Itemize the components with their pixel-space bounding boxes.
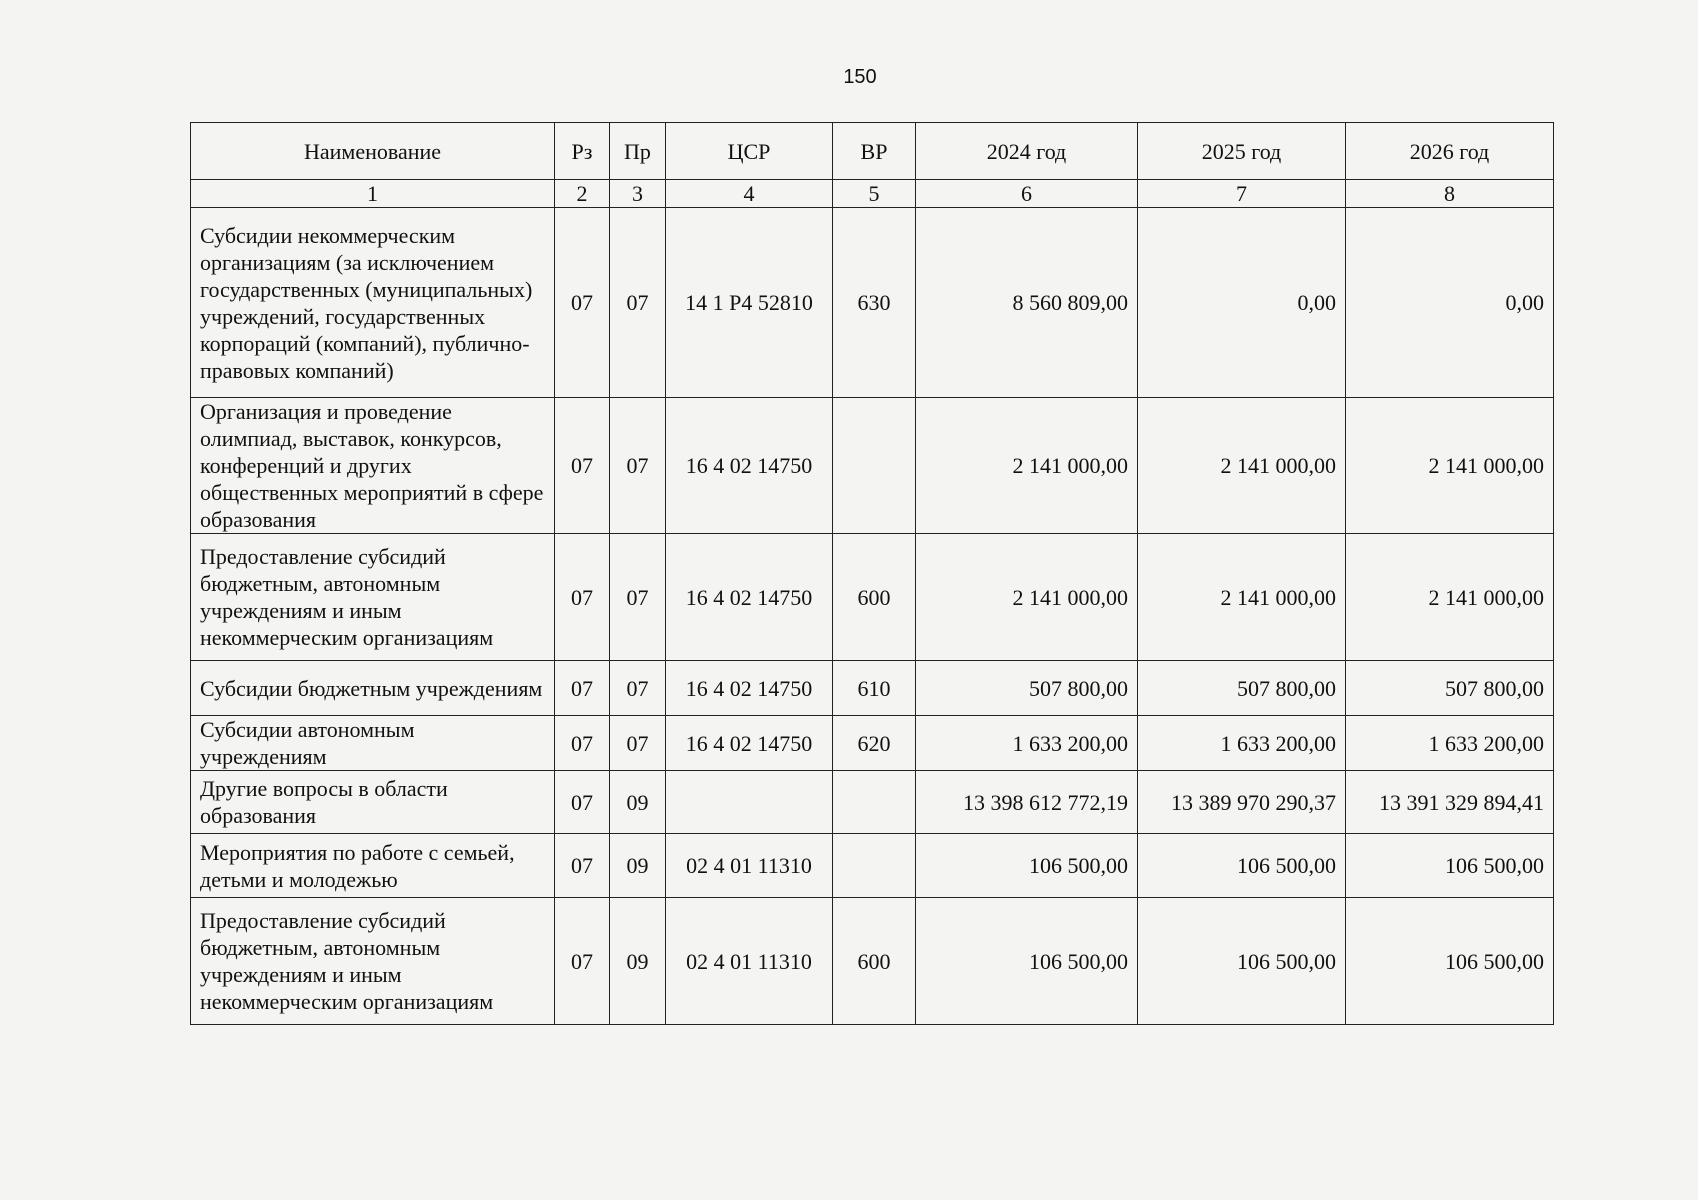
header-row xyxy=(191,123,1554,180)
column-number: 7 xyxy=(1138,180,1346,208)
row-vr: 610 xyxy=(833,661,916,716)
row-vr xyxy=(833,398,916,534)
row-2025: 106 500,00 xyxy=(1138,834,1346,898)
table-row xyxy=(191,661,1554,716)
row-name: Субсидии бюджетным учреждениям xyxy=(191,661,555,716)
row-rz: 07 xyxy=(555,898,610,1025)
row-2025: 2 141 000,00 xyxy=(1138,398,1346,534)
row-name: Организация и проведение олимпиад, выставок, конкурсов, конференций и других общественных мероприятий в сфере образования xyxy=(191,398,555,534)
row-pr: 07 xyxy=(610,208,666,398)
row-csr: 16 4 02 14750 xyxy=(666,661,833,716)
row-pr: 07 xyxy=(610,398,666,534)
row-2025: 106 500,00 xyxy=(1138,898,1346,1025)
row-name: Другие вопросы в области образования xyxy=(191,771,555,834)
row-rz: 07 xyxy=(555,716,610,771)
row-2024: 1 633 200,00 xyxy=(916,716,1138,771)
header-name: Наименование xyxy=(191,123,555,180)
row-rz: 07 xyxy=(555,534,610,661)
row-rz: 07 xyxy=(555,771,610,834)
row-2024: 106 500,00 xyxy=(916,898,1138,1025)
row-rz: 07 xyxy=(555,208,610,398)
page-number: 150 xyxy=(843,66,877,88)
row-vr: 600 xyxy=(833,534,916,661)
column-number: 1 xyxy=(191,180,555,208)
table-row xyxy=(191,834,1554,898)
header-2026: 2026 год xyxy=(1346,123,1554,180)
table-row xyxy=(191,716,1554,771)
row-rz: 07 xyxy=(555,661,610,716)
row-2026: 106 500,00 xyxy=(1346,834,1554,898)
row-pr: 09 xyxy=(610,771,666,834)
row-name: Субсидии некоммерческим организациям (за исключением государственных (муниципальных) учреждений, государственных корпораций (компаний), публично-правовых компаний) xyxy=(191,208,555,398)
row-rz: 07 xyxy=(555,398,610,534)
header-2025: 2025 год xyxy=(1138,123,1346,180)
row-2025: 507 800,00 xyxy=(1138,661,1346,716)
row-vr: 620 xyxy=(833,716,916,771)
row-vr xyxy=(833,834,916,898)
row-2025: 1 633 200,00 xyxy=(1138,716,1346,771)
row-pr: 09 xyxy=(610,834,666,898)
header-rz: Рз xyxy=(555,123,610,180)
header-2024: 2024 год xyxy=(916,123,1138,180)
header-vr: ВР xyxy=(833,123,916,180)
row-csr: 02 4 01 11310 xyxy=(666,834,833,898)
column-number: 2 xyxy=(555,180,610,208)
row-csr: 16 4 02 14750 xyxy=(666,716,833,771)
row-pr: 07 xyxy=(610,661,666,716)
row-csr xyxy=(666,771,833,834)
row-name: Предоставление субсидий бюджетным, автономным учреждениям и иным некоммерческим организациям xyxy=(191,534,555,661)
column-number: 5 xyxy=(833,180,916,208)
row-vr: 630 xyxy=(833,208,916,398)
table-row xyxy=(191,398,1554,534)
row-2024: 13 398 612 772,19 xyxy=(916,771,1138,834)
column-number: 8 xyxy=(1346,180,1554,208)
row-2026: 2 141 000,00 xyxy=(1346,534,1554,661)
row-2026: 13 391 329 894,41 xyxy=(1346,771,1554,834)
column-number: 6 xyxy=(916,180,1138,208)
row-csr: 16 4 02 14750 xyxy=(666,398,833,534)
table-row xyxy=(191,534,1554,661)
row-2025: 13 389 970 290,37 xyxy=(1138,771,1346,834)
row-pr: 07 xyxy=(610,716,666,771)
header-pr: Пр xyxy=(610,123,666,180)
row-csr: 16 4 02 14750 xyxy=(666,534,833,661)
row-2024: 8 560 809,00 xyxy=(916,208,1138,398)
row-name: Субсидии автономным учреждениям xyxy=(191,716,555,771)
row-2024: 106 500,00 xyxy=(916,834,1138,898)
budget-table xyxy=(190,122,1554,1025)
table-row xyxy=(191,771,1554,834)
row-2024: 2 141 000,00 xyxy=(916,398,1138,534)
row-2026: 1 633 200,00 xyxy=(1346,716,1554,771)
row-2026: 2 141 000,00 xyxy=(1346,398,1554,534)
row-vr xyxy=(833,771,916,834)
row-2026: 106 500,00 xyxy=(1346,898,1554,1025)
row-pr: 07 xyxy=(610,534,666,661)
row-csr: 14 1 Р4 52810 xyxy=(666,208,833,398)
row-csr: 02 4 01 11310 xyxy=(666,898,833,1025)
row-name: Предоставление субсидий бюджетным, автономным учреждениям и иным некоммерческим организациям xyxy=(191,898,555,1025)
row-rz: 07 xyxy=(555,834,610,898)
row-2024: 2 141 000,00 xyxy=(916,534,1138,661)
header-csr: ЦСР xyxy=(666,123,833,180)
row-2024: 507 800,00 xyxy=(916,661,1138,716)
column-number: 3 xyxy=(610,180,666,208)
row-2025: 0,00 xyxy=(1138,208,1346,398)
row-2026: 507 800,00 xyxy=(1346,661,1554,716)
column-number: 4 xyxy=(666,180,833,208)
table-row xyxy=(191,208,1554,398)
row-vr: 600 xyxy=(833,898,916,1025)
column-number-row xyxy=(191,180,1554,208)
row-name: Мероприятия по работе с семьей, детьми и молодежью xyxy=(191,834,555,898)
table-row xyxy=(191,898,1554,1025)
row-2026: 0,00 xyxy=(1346,208,1554,398)
row-2025: 2 141 000,00 xyxy=(1138,534,1346,661)
row-pr: 09 xyxy=(610,898,666,1025)
